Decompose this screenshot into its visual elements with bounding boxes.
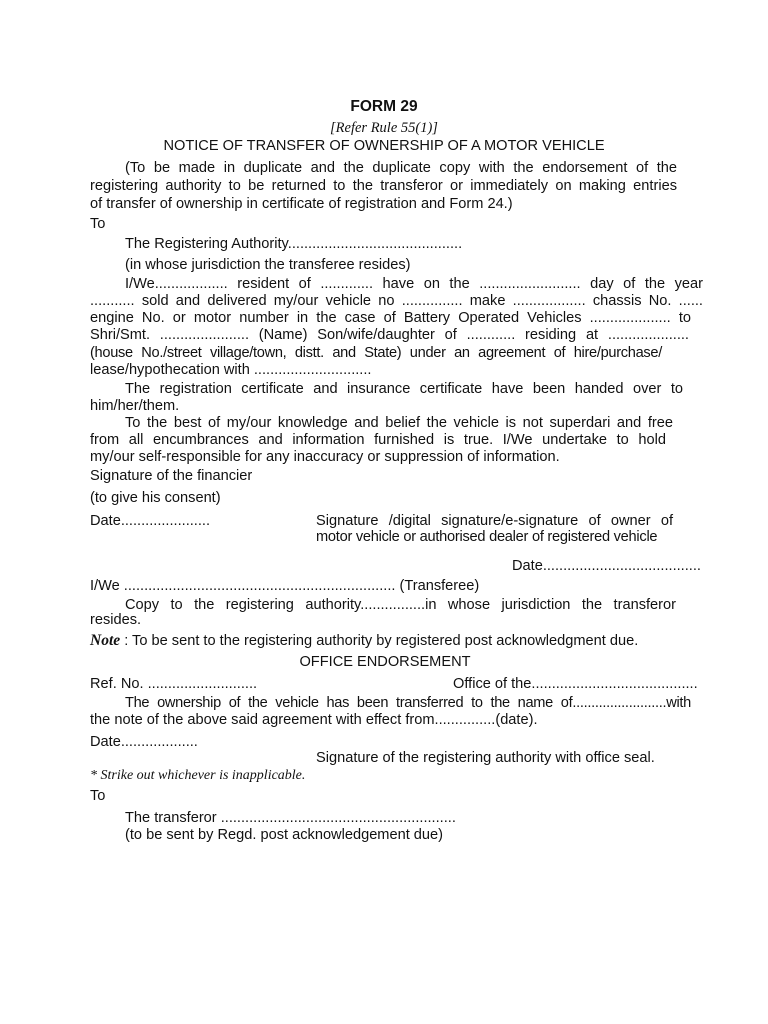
certificates-line-2: him/her/them.: [90, 398, 180, 414]
note-line: [90, 632, 638, 650]
transferor-line: The transferor ..........................................................: [125, 810, 456, 826]
owner-signature-line-1: Signature /digital signature/e-signature of owner of: [316, 513, 673, 529]
certificates-line-1: The registration certificate and insurance certificate have been handed over to: [125, 381, 683, 397]
office-of-field: Office of the.........................................: [453, 676, 698, 692]
financier-signature-label: Signature of the financier: [90, 468, 253, 484]
ownership-line-1: The ownership of the vehicle has been transferred to the name of.........................with: [125, 695, 691, 711]
transferor-postal-note: (to be sent by Regd. post acknowledgement due): [125, 827, 444, 843]
body-line-6: lease/hypothecation with .............................: [90, 362, 372, 378]
copy-line-2: resides.: [90, 612, 142, 628]
addressee-jurisdiction: (in whose jurisdiction the transferee resides): [125, 257, 411, 273]
office-endorsement-heading: OFFICE ENDORSEMENT: [299, 654, 471, 670]
owner-signature-line-2: motor vehicle or authorised dealer of registered vehicle: [316, 529, 658, 545]
date-field-bottom: Date...................: [90, 734, 198, 750]
financier-consent-label: (to give his consent): [90, 490, 221, 506]
belief-line-3: my/our self-responsible for any inaccuracy or suppression of information.: [90, 449, 560, 465]
intro-line-1: (To be made in duplicate and the duplicate copy with the endorsement of the: [125, 160, 677, 176]
belief-line-1: To the best of my/our knowledge and belief the vehicle is not superdari and free: [125, 415, 673, 431]
ref-no-field: Ref. No. ...........................: [90, 676, 258, 692]
body-line-5: (house No./street village/town, distt. and State) under an agreement of hire/purchase/: [90, 345, 662, 361]
addressee-line: The Registering Authority...........................................: [125, 236, 463, 252]
strike-out-note: * Strike out whichever is inapplicable.: [90, 768, 306, 783]
note-text: : To be sent to the registering authority by registered post acknowledgment due.: [120, 633, 639, 649]
body-line-4: Shri/Smt. ...................... (Name) Son/wife/daughter of ............ residing at ....................: [90, 327, 689, 343]
body-line-2: ........... sold and delivered my/our vehicle no ............... make .................. chassis No. ......: [90, 293, 703, 309]
form-title: FORM 29: [350, 98, 418, 115]
body-line-3: engine No. or motor number in the case of Battery Operated Vehicles .................... to: [90, 310, 691, 326]
ownership-line-2: the note of the above said agreement with effect from...............(date).: [90, 712, 538, 728]
belief-line-2: from all encumbrances and information furnished is true. I/We undertake to hold: [90, 432, 666, 448]
body-line-1: I/We.................. resident of ............. have on the ......................... day of the year: [125, 276, 703, 292]
date-field-right: Date.......................................: [512, 558, 701, 574]
note-label: Note: [90, 632, 121, 649]
authority-signature-label: Signature of the registering authority with office seal.: [316, 750, 655, 766]
intro-line-3: of transfer of ownership in certificate of registration and Form 24.): [90, 196, 513, 212]
transferee-line: I/We ................................................................... (Transferee): [90, 578, 480, 594]
date-field-left: Date......................: [90, 513, 211, 529]
notice-heading: NOTICE OF TRANSFER OF OWNERSHIP OF A MOTOR VEHICLE: [163, 138, 605, 154]
intro-line-2: registering authority to be returned to the transferor or immediately on making entries: [90, 178, 677, 194]
to-label-bottom: To: [90, 788, 106, 804]
rule-reference: [Refer Rule 55(1)]: [330, 120, 438, 136]
to-label: To: [90, 216, 106, 232]
copy-line-1: Copy to the registering authority................in whose jurisdiction the transferor: [125, 597, 676, 613]
